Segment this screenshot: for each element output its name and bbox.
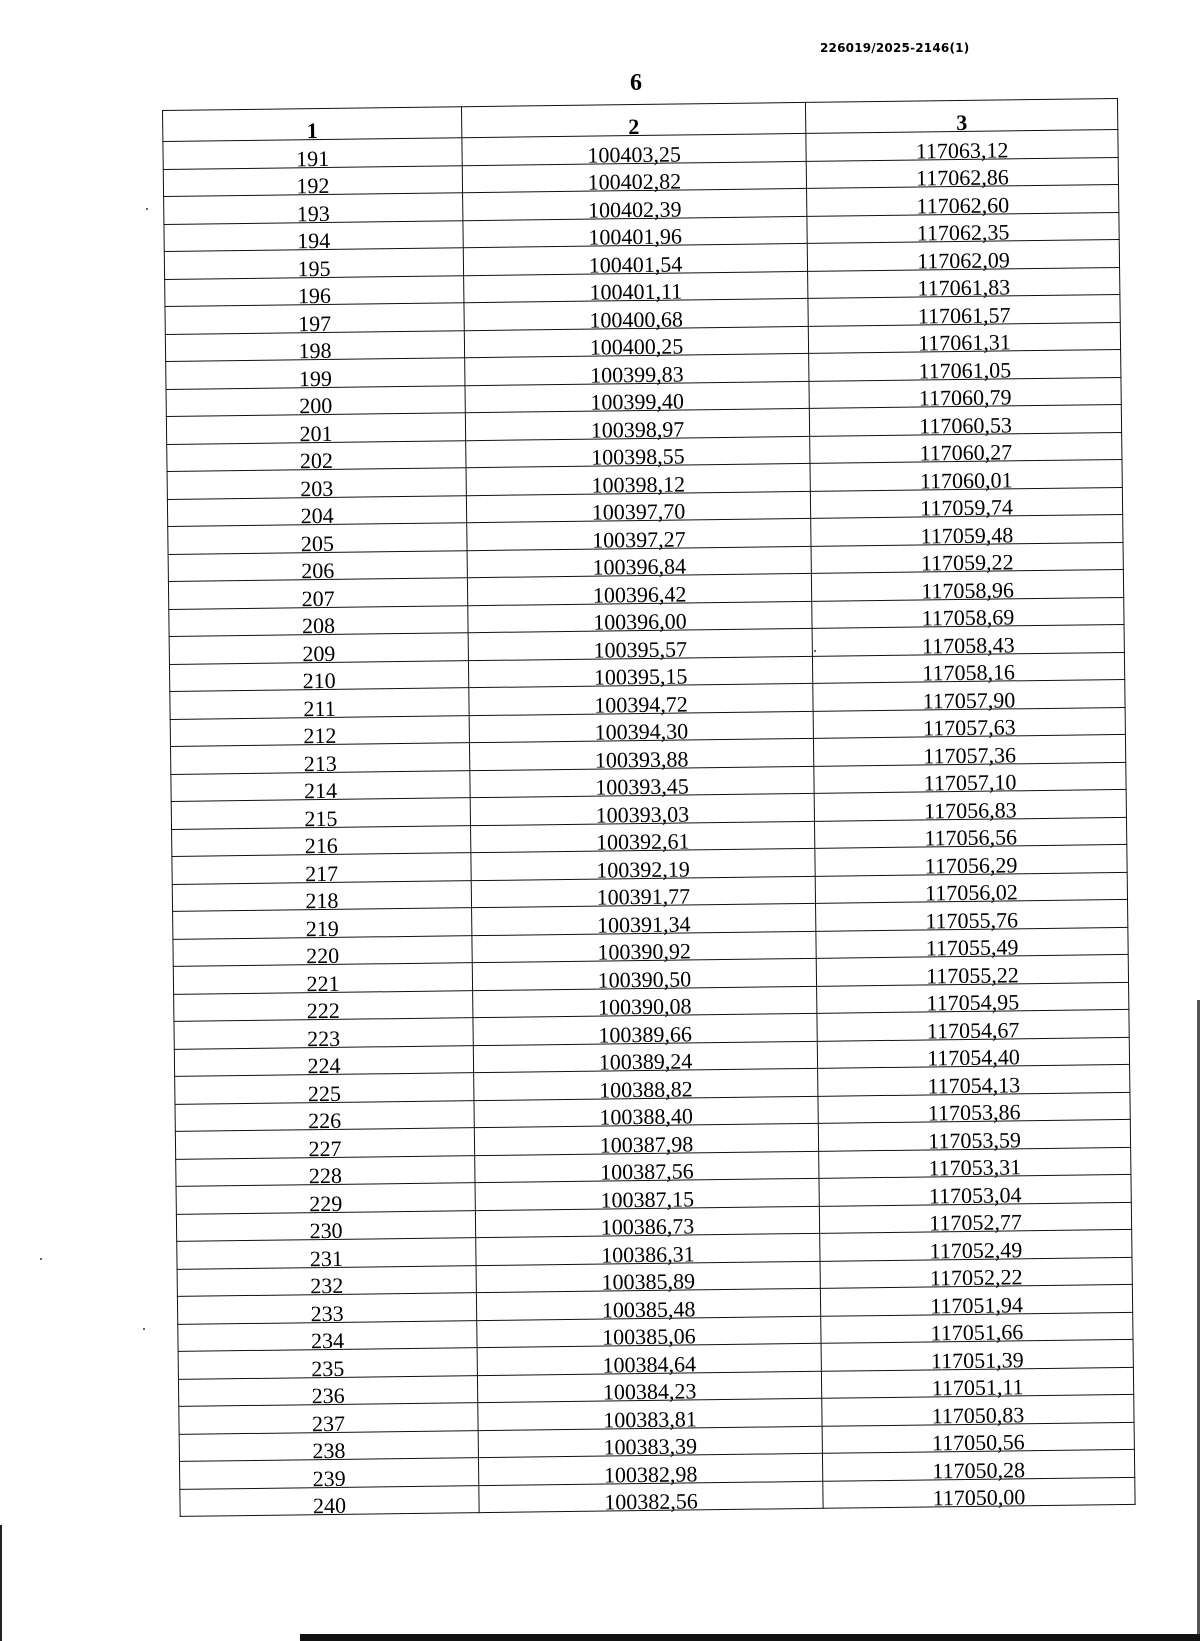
table-cell-value: 117056,83 (923, 796, 1017, 823)
table-cell-value: 117053,31 (928, 1154, 1022, 1181)
table-cell-value: 210 (302, 667, 336, 694)
table-cell-value: 240 (312, 1492, 347, 1519)
table-cell-value: 198 (298, 337, 332, 364)
table-cell-value: 100384,23 (602, 1378, 697, 1405)
table-cell-value: 117062,09 (916, 246, 1010, 274)
table-cell-value: 225 (307, 1080, 342, 1106)
table-cell-value: 100383,81 (603, 1405, 697, 1433)
table-cell-value: 117055,22 (925, 961, 1019, 988)
table-cell-value: 117055,49 (925, 934, 1019, 961)
table-cell-value: 192 (296, 172, 330, 199)
table-cell-value: 100389,66 (598, 1020, 693, 1048)
table-cell-value: 117061,31 (917, 329, 1011, 356)
scan-speck (146, 208, 148, 210)
table-cell-value: 236 (311, 1382, 345, 1409)
table-cell-value: 235 (311, 1355, 345, 1381)
table-cell-value: 234 (310, 1327, 345, 1354)
table-cell-value: 238 (312, 1437, 346, 1464)
table-body (163, 129, 1135, 1519)
table-cell-value: 100393,03 (595, 800, 690, 828)
table-cell-value: 100399,40 (590, 388, 685, 415)
table-cell-value: 226 (308, 1107, 342, 1134)
table-cell-value: 195 (297, 255, 331, 281)
table-cell-value: 100390,92 (597, 938, 692, 965)
column-header-2-label: 2 (628, 114, 640, 140)
table-cell-value: 202 (299, 447, 334, 474)
table-cell-value: 117058,43 (921, 631, 1015, 658)
table-cell-value: 239 (312, 1465, 346, 1491)
table-cell-value: 117052,49 (929, 1236, 1023, 1263)
table-cell-value: 220 (305, 942, 340, 969)
table-cell-value: 117060,79 (918, 384, 1012, 411)
table-cell-value: 100388,40 (599, 1103, 694, 1130)
table-cell-value: 194 (296, 227, 331, 254)
table-cell-value: 100403,25 (587, 140, 681, 168)
table-cell-value: 117059,74 (920, 494, 1014, 521)
table-cell-value: 117061,83 (917, 274, 1011, 301)
table-cell-value: 117062,60 (916, 191, 1010, 219)
table-cell-value: 117053,59 (928, 1126, 1022, 1153)
table-cell-value: 100385,06 (602, 1323, 696, 1350)
table-cell-value: 218 (305, 887, 339, 914)
table-cell-value: 100392,19 (596, 855, 690, 883)
table-cell-value: 100390,50 (597, 965, 692, 993)
table-cell-value: 100401,11 (589, 278, 683, 305)
table-cell-value: 117058,16 (922, 659, 1016, 686)
table-cell-value: 117053,04 (928, 1181, 1022, 1208)
table-cell-value: 100397,27 (592, 525, 686, 553)
table-cell-value: 229 (309, 1190, 343, 1216)
table-cell-value: 204 (300, 502, 334, 529)
table-cell-value: 221 (306, 970, 340, 996)
column-header-3-label: 3 (956, 109, 968, 136)
table-cell-value: 100390,08 (597, 993, 692, 1020)
table-cell-value: 222 (306, 997, 340, 1024)
table-cell-value: 100401,96 (588, 223, 683, 250)
table-cell-value: 100388,82 (598, 1075, 693, 1103)
table-cell-value: 214 (303, 777, 338, 804)
table-cell-value: 224 (307, 1052, 341, 1079)
table-cell-value: 100400,25 (589, 333, 684, 360)
table-cell-value: 231 (309, 1245, 344, 1271)
table-cell-value: 117051,94 (930, 1291, 1024, 1318)
table-cell-value: 216 (304, 832, 338, 859)
table-cell-value: 233 (310, 1300, 344, 1326)
table-cell-value: 100396,00 (593, 608, 687, 635)
table-cell-value: 100398,12 (591, 470, 686, 498)
table-cell-value: 100398,97 (590, 415, 685, 443)
table-cell-value: 117054,67 (926, 1016, 1020, 1043)
table-cell-value: 100382,56 (604, 1488, 698, 1515)
table-cell-value: 206 (301, 557, 335, 584)
table-cell-value: 100399,83 (589, 360, 684, 388)
table-cell-value: 100401,54 (588, 250, 683, 278)
table-cell-value: 217 (304, 860, 339, 886)
table-cell-value: 100383,39 (603, 1433, 698, 1460)
table-cell-value: 100389,24 (598, 1048, 693, 1075)
table-cell-value: 237 (311, 1410, 346, 1436)
table-cell-value: 117051,66 (930, 1319, 1024, 1346)
table-cell-value: 100394,72 (594, 690, 688, 718)
table-cell-value: 117053,86 (927, 1099, 1021, 1126)
table-cell-value: 117050,56 (931, 1429, 1025, 1456)
table-cell-value: 117059,48 (920, 521, 1014, 549)
table-cell-value: 100394,30 (594, 718, 689, 745)
table-cell-value: 100402,39 (587, 195, 682, 223)
table-cell-value: 117057,63 (922, 714, 1016, 741)
page-number: 6 (630, 70, 642, 96)
table-cell-value: 100395,15 (593, 663, 688, 690)
table-cell-value: 117054,95 (926, 989, 1020, 1016)
table-cell-value: 117057,36 (923, 741, 1017, 768)
table-cell-value: 219 (305, 915, 339, 941)
table-cell-value: 100402,82 (587, 168, 682, 195)
table-cell-value: 100393,45 (595, 773, 689, 800)
table-cell-value: 100393,88 (594, 745, 689, 773)
table-cell-value: 117056,02 (924, 879, 1018, 906)
table-cell-value: 100397,70 (591, 498, 686, 525)
table-cell-value: 117060,01 (919, 466, 1013, 494)
table-cell-value: 117051,11 (931, 1374, 1024, 1401)
table-cell-value: 117063,12 (915, 136, 1009, 164)
table-cell-value: 117052,77 (929, 1209, 1023, 1236)
table-cell-value: 117060,27 (919, 439, 1013, 466)
table-cell-value: 117051,39 (930, 1346, 1024, 1373)
table-cell-value: 117054,40 (926, 1044, 1020, 1071)
table-cell-value: 208 (301, 612, 336, 639)
table-cell-value: 117057,90 (922, 686, 1016, 713)
table-cell-value: 117059,22 (920, 549, 1014, 576)
table-cell-value: 232 (310, 1272, 344, 1299)
scan-edge-left (0, 1525, 2, 1641)
table-cell-value: 100400,68 (589, 305, 684, 333)
scan-speck (40, 1258, 42, 1260)
table-cell-value: 211 (303, 695, 336, 721)
table-cell-value: 200 (299, 392, 333, 419)
table-cell-value: 213 (303, 750, 337, 776)
table-cell-value: 100385,89 (601, 1268, 696, 1295)
table-cell-value: 227 (308, 1135, 342, 1161)
table-cell-value: 117062,35 (916, 219, 1010, 246)
table-cell-value: 100398,55 (590, 443, 685, 470)
table-cell-value: 230 (309, 1217, 343, 1244)
table-cell-value: 199 (298, 365, 333, 391)
coordinates-table (162, 98, 1136, 1517)
table-cell-value: 197 (298, 310, 332, 336)
scan-speck (143, 1328, 145, 1330)
table-cell-value: 117052,22 (929, 1264, 1023, 1291)
table-cell-value: 191 (295, 145, 330, 171)
table-cell-value: 117056,56 (924, 824, 1018, 851)
table-cell-value: 117050,83 (931, 1401, 1025, 1428)
table-cell-value: 117061,05 (918, 356, 1012, 384)
table-cell-value: 100391,77 (596, 883, 691, 910)
table-cell-value: 212 (303, 722, 337, 749)
table-cell-value: 117050,28 (932, 1456, 1026, 1483)
table-cell-value: 100386,73 (600, 1213, 695, 1240)
table-cell-value: 100395,57 (593, 635, 688, 663)
table-cell-value: 117055,76 (925, 906, 1019, 933)
table-cell-value: 209 (302, 640, 336, 666)
scan-speck (814, 650, 816, 652)
table-cell-value: 117050,00 (932, 1484, 1026, 1511)
table-cell-value: 100392,61 (595, 828, 690, 855)
scan-edge-bottom (300, 1634, 1200, 1641)
table-cell-value: 196 (297, 282, 332, 309)
table-cell-value: 223 (307, 1025, 341, 1051)
column-header-1-label: 1 (306, 118, 318, 144)
table-cell-value: 215 (304, 805, 338, 831)
table-cell-value: 193 (296, 200, 330, 226)
coordinates-table-container (162, 98, 1135, 1517)
table-cell-value: 117054,13 (927, 1071, 1021, 1098)
table-cell-value: 100386,31 (601, 1240, 695, 1268)
table-cell-value: 100385,48 (601, 1295, 696, 1323)
table-cell-value: 117056,29 (924, 851, 1018, 878)
table-cell-value: 100384,64 (602, 1350, 697, 1378)
table-cell-value: 100396,42 (592, 580, 687, 608)
table-cell-value: 100396,84 (592, 553, 687, 580)
document-id: 226019/2025-2146(1) (820, 41, 970, 55)
table-cell-value: 117057,10 (923, 769, 1017, 796)
table-cell-value: 207 (301, 585, 335, 611)
table-cell-value: 205 (300, 530, 335, 556)
table-cell-value: 117060,53 (919, 411, 1013, 439)
table-cell-value: 117061,57 (917, 301, 1011, 329)
table-cell-value: 117058,96 (921, 576, 1015, 603)
table-cell-value: 228 (308, 1162, 343, 1189)
table-cell-value: 201 (299, 420, 333, 446)
table-cell-value: 100382,98 (603, 1460, 698, 1488)
table-cell-value: 117062,86 (915, 164, 1009, 191)
table-cell-value: 203 (300, 475, 334, 501)
column-header-1 (163, 107, 462, 142)
table-cell-value: 100387,56 (599, 1158, 694, 1185)
table-cell-value: 100387,98 (599, 1130, 694, 1158)
column-header-2 (461, 102, 805, 140)
column-header-3 (805, 98, 1117, 136)
table-cell-value: 100387,15 (600, 1185, 695, 1213)
table-cell-value: 100391,34 (596, 910, 691, 938)
table-cell-value: 117058,69 (921, 604, 1015, 631)
